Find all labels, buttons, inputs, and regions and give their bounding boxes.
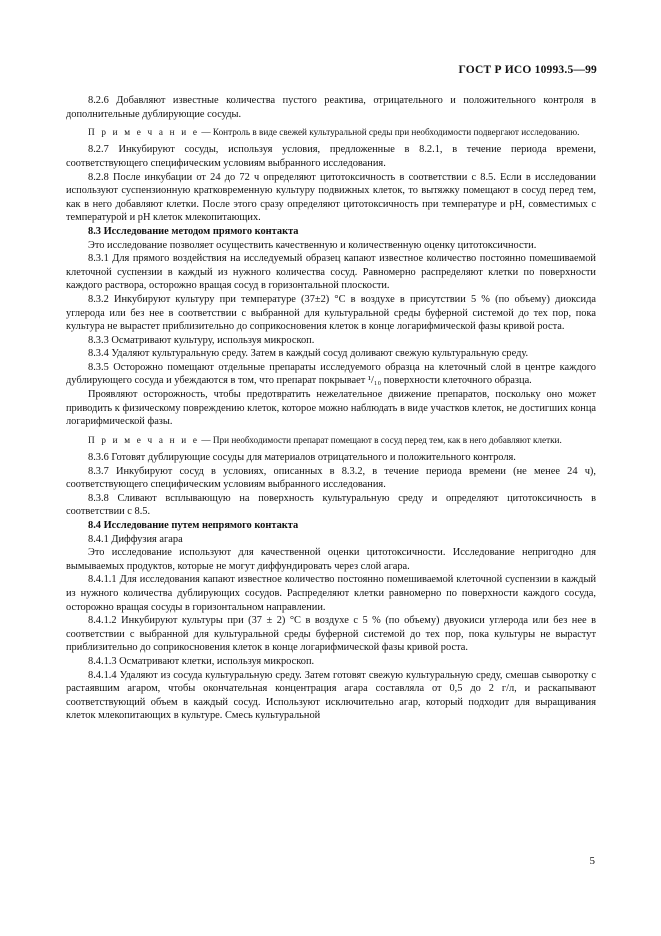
body-paragraph: 8.3.3 Осматривают культуру, используя микроскоп. [88,334,315,346]
body-paragraph: 8.4.1.2 Инкубируют культуры при (37 ± 2) °С в воздухе с 5 % (по объему) двуокиси углерода или без нее в соответствии с выбранной для культуральной среды буферной системой до тех пор, пока культуры не вырастут приблизительно до соприкосновения клеток в конце логарифмической фазы кривой роста. [66,615,596,654]
section-heading: 8.3 Исследование методом прямого контакта [88,225,299,237]
note-text: — При необходимости препарат помещают в сосуд перед тем, как в него добавляют клетки. [199,434,562,445]
note-paragraph [66,434,596,446]
body-paragraph: 8.3.2 Инкубируют культуру при температуре (37±2) °С в воздухе в присутствии 5 % (по объему) диоксида углерода или без нее в соответствии с выбранной для культуральной среды буферной системой до тех пор, пока культура не вырастет приблизительно до соприкосновения клеток в конце логарифмической фазы кривой роста. [66,293,596,333]
body-paragraph: Проявляют осторожность, чтобы предотвратить нежелательное движение препаратов, поскольку оно может приводить к физическому повреждению клеток, которое можно наблюдать в виде участков клеток, не достигших конца логарифмической фазы. [66,389,596,428]
body-paragraph: 8.3.6 Готовят дублирующие сосуды для материалов отрицательного и положительного контроля. [88,452,516,464]
body-paragraph: 8.2.7 Инкубируют сосуды, используя условия, предложенные в 8.2.1, в течение периода времени, соответствующего специфическим условиям выбранного исследования. [66,144,596,169]
document-standard-header: ГОСТ Р ИСО 10993.5—99 [458,64,597,76]
body-paragraph: 8.3.4 Удаляют культуральную среду. Затем в каждый сосуд доливают свежую культуральную среду. [88,348,529,360]
body-paragraph: Это исследование используют для качественной оценки цитотоксичности. Исследование непригодно для вымываемых продуктов, которые не могут диффундировать через слой агара. [66,547,596,572]
body-paragraph: 8.2.6 Добавляют известные количества пустого реактива, отрицательного и положительного контроля в дополнительные дублирующие сосуды. [66,95,596,120]
body-paragraph: 8.4.1.4 Удаляют из сосуда культуральную среду. Затем готовят свежую культуральную среду, смешав сыворотку с растаявшим агаром, чтобы окончательная концентрация агара составляла от 0,5 до 2 г/л, и раскапывают соответствующий объем в каждый сосуд. Используют исключительно агар, который подходит для выращивания клеток млекопитающих в культуре. Смесь культуральной [66,669,596,722]
note-label: П р и м е ч а н и е [88,127,200,138]
document-body [66,94,596,723]
body-paragraph: 8.2.8 После инкубации от 24 до 72 ч определяют цитотоксичность в соответствии с 8.5. Если в исследовании используют суспензионную кратковременную культуру подвижных клеток, то вытяжку помещают в сосуд перед тем, как в него добавляют клетки. После этого сразу определяют цитотоксичность при температуре и pH, совместимых с температурой и pH клеток млекопитающих. [66,171,596,224]
body-paragraph: 8.3.5 Осторожно помещают отдельные препараты исследуемого образца на клеточный слой в центре каждого дублирующего сосуда и убеждаются в том, что препарат покрывает ¹/₁₀ поверхности клеточного образца. [66,361,596,387]
note-label: П р и м е ч а н и е [88,434,200,445]
body-paragraph: 8.3.1 Для прямого воздействия на исследуемый образец капают известное количество постоянно помешиваемой клеточной суспензии в каждый из нужного количества сосуд. Равномерно распределяют клетки по поверхности каждого раствора, осторожно вращая сосуд в горизонтальной плоскости. [66,253,596,292]
note-text: — Контроль в виде свежей культуральной среды при необходимости подвергают исследованию. [199,127,580,138]
body-paragraph: 8.4.1 Диффузия агара [88,533,183,545]
body-paragraph: Это исследование позволяет осуществить качественную и количественную оценку цитотоксичности. [88,239,537,251]
body-paragraph: 8.4.1.1 Для исследования капают известное количество постоянно помешиваемой клеточной суспензии в каждый из нужного количества дублирующих сосудов. Распределяют клетки равномерно по поверхности каждого сосуда, осторожно вращая сосуды в горизонтальном направлении. [66,574,596,613]
note-paragraph [66,126,596,138]
body-paragraph: 8.3.8 Сливают всплывающую на поверхность культуральную среду и определяют цитотоксичность в соответствии с 8.5. [66,492,596,518]
body-paragraph: 8.3.7 Инкубируют сосуд в условиях, описанных в 8.3.2, в течение периода времени (не менее 24 ч), соответствующего специфическим условиям выбранного исследования. [66,465,596,491]
section-heading: 8.4 Исследование путем непрямого контакта [88,520,299,532]
body-paragraph: 8.4.1.3 Осматривают клетки, используя микроскоп. [88,655,315,667]
page-number: 5 [589,855,595,867]
